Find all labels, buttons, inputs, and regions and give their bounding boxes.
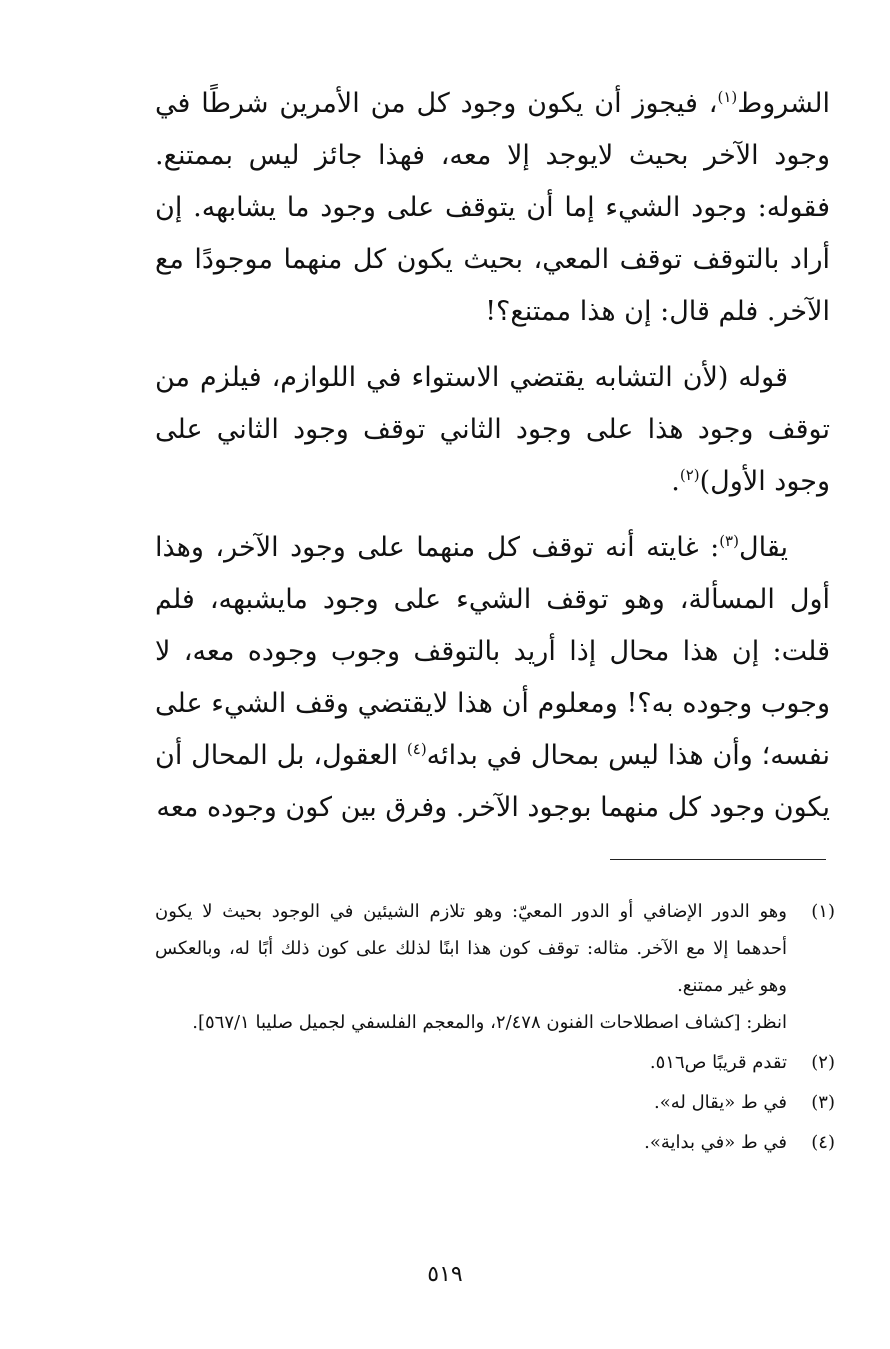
- footnote-text: [155, 1084, 787, 1121]
- page-number: ٥١٩: [427, 1262, 463, 1287]
- text-run: : غايته أنه توقف كل منهما على وجود الآخر، وهذا أول المسألة، وهو توقف الشيء على وجود مايشبهه، فلم قلت: إن هذا محال إذا أريد بالتوقف وجوب وجوده معه، لا وجوب وجوده به؟! ومعلوم أن هذا لايقتضي وقف الشيء على نفسه؛ وأن هذا ليس بمحال في بدائه: [155, 532, 830, 771]
- text-run: قوله (لأن التشابه يقتضي الاستواء في اللوازم، فيلزم من توقف وجود هذا على وجود الثاني توقف وجود الثاني على وجود الأول): [155, 362, 830, 497]
- footnote-number: (٢): [811, 1052, 835, 1073]
- footnote-number: (٤): [811, 1132, 835, 1153]
- paragraph-3: [155, 522, 830, 834]
- footnote-1: [155, 893, 835, 1041]
- footnote-4: [155, 1124, 835, 1161]
- footnote-separator: [610, 859, 826, 860]
- footnote-paragraph: تقدم قريبًا ص٥١٦.: [649, 1052, 787, 1073]
- footnote-ref-4[interactable]: (٤): [406, 740, 427, 758]
- text-run: يقال: [738, 532, 788, 563]
- footnote-paragraph: في ط «في بداية».: [644, 1132, 787, 1153]
- footnote-ref-2[interactable]: (٢): [679, 466, 700, 484]
- paragraph-2: [155, 352, 830, 508]
- footnote-paragraph: وهو الدور الإضافي أو الدور المعيّ: وهو تلازم الشيئين في الوجود بحيث لا يكون أحدهما إلا مع الآخر. مثاله: توقف كون هذا ابنًا لذلك على كون ذلك أبًا له، وبالعكس وهو غير ممتنع.: [155, 901, 787, 996]
- footnote-3: [155, 1084, 835, 1121]
- text-run: ، فيجوز أن يكون وجود كل من الأمرين شرطًا في وجود الآخر بحيث لايوجد إلا معه، فهذا جائز ليس بممتنع. فقوله: وجود الشيء إما أن يتوقف على وجود ما يشابهه. إن أراد بالتوقف توقف المعي، بحيث يكون كل منهما موجودًا مع الآخر. فلم قال: إن هذا ممتنع؟!: [155, 88, 830, 327]
- footnote-ref-1[interactable]: (١): [717, 88, 738, 106]
- footnote-text: [155, 1124, 787, 1161]
- footnote-number: (٣): [811, 1092, 835, 1113]
- footnote-number: (١): [811, 901, 835, 922]
- footnote-2: [155, 1044, 835, 1081]
- text-run: .: [671, 466, 680, 497]
- main-text: [155, 78, 830, 848]
- footnotes: [155, 893, 835, 1164]
- text-run: الشروط: [737, 88, 830, 119]
- footnote-ref-3[interactable]: (٣): [719, 532, 739, 550]
- text-run: العقول، بل المحال أن يكون وجود كل منهما بوجود الآخر. وفرق بين كون وجوده معه: [155, 740, 830, 823]
- footnote-text: [155, 1044, 787, 1081]
- footnote-paragraph: انظر: [كشاف اصطلاحات الفنون ٢/٤٧٨، والمعجم الفلسفي لجميل صليبا ٥٦٧/١].: [192, 1012, 787, 1033]
- paragraph-1: [155, 78, 830, 338]
- footnote-text: [155, 893, 787, 1041]
- footnote-paragraph: في ط «يقال له».: [654, 1092, 787, 1113]
